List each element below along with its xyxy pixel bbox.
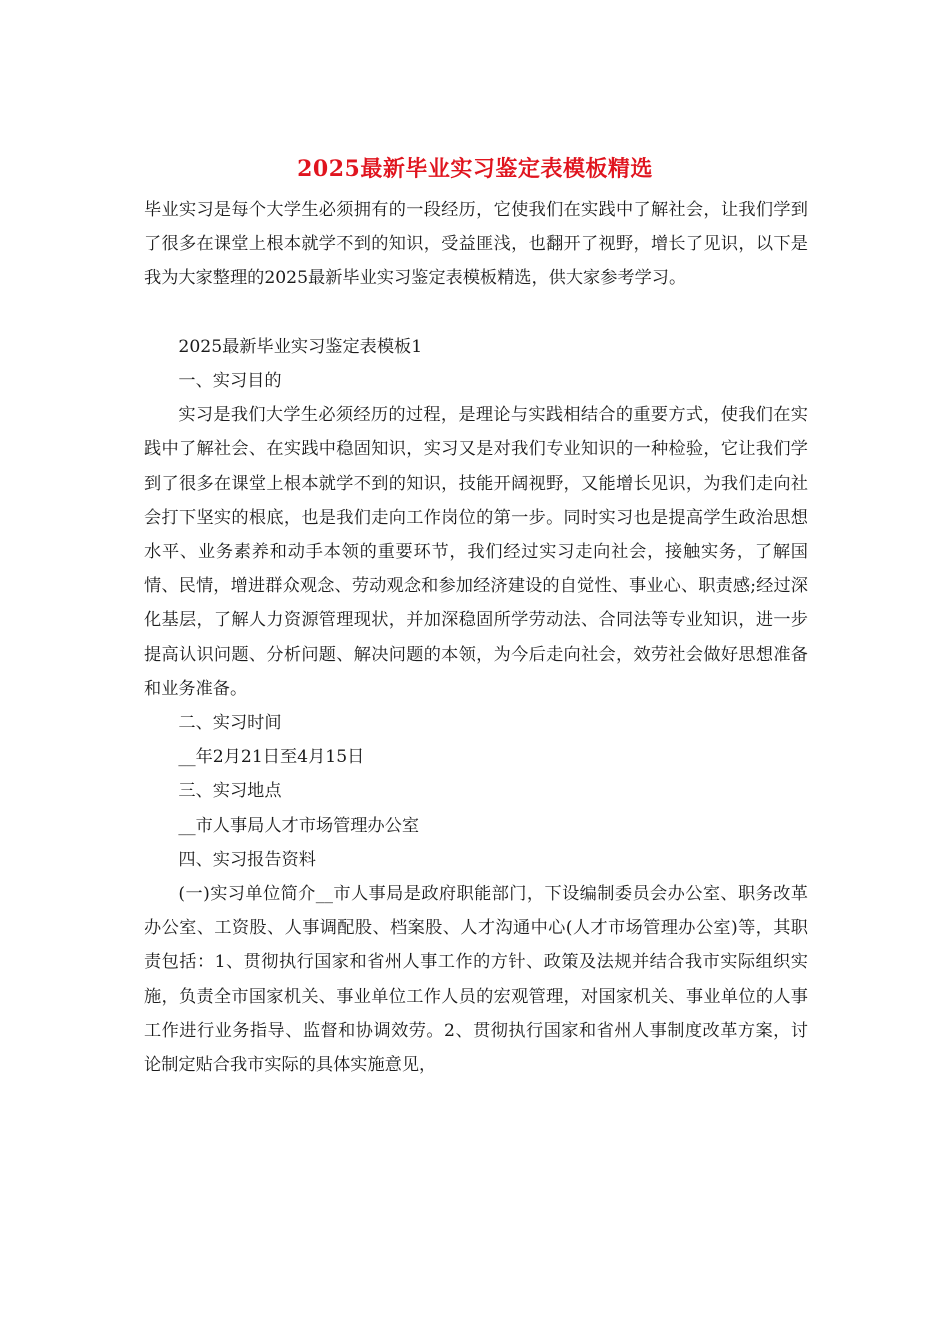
heading-report: 四、实习报告资料: [178, 849, 316, 870]
paragraph-gap: [144, 296, 808, 330]
document-title: 2025最新毕业实习鉴定表模板精选: [297, 156, 653, 182]
section-title: 2025最新毕业实习鉴定表模板1: [178, 336, 423, 357]
purpose-paragraph: 实习是我们大学生必须经历的过程，是理论与实践相结合的重要方式，使我们在实践中了解社会、在实践中稳固知识，实习又是对我们专业知识的一种检验，它让我们学到了很多在课堂上根本就学不到的知识，技能开阔视野，又能增长见识，为我们走向社会打下坚实的根底，也是我们走向工作岗位的第一步。同时实习也是提高学生政治思想水平、业务素养和动手本领的重要环节，我们经过实习走向社会，接触实务，了解国情、民情，增进群众观念、劳动观念和参加经济建设的自觉性、事业心、职责感;经过深化基层，了解人力资源管理现状，并加深稳固所学劳动法、合同法等专业知识，进一步提高认识问题、分析问题、解决问题的本领，为今后走向社会，效劳社会做好思想准备和业务准备。: [144, 405, 808, 699]
place-paragraph: __市人事局人才市场管理办公室: [178, 815, 420, 836]
heading-purpose: 一、实习目的: [178, 371, 282, 391]
report-paragraph: (一)实习单位简介__市人事局是政府职能部门，下设编制委员会办公室、职务改革办公室、工资股、人事调配股、档案股、人才沟通中心(人才市场管理办公室)等，其职责包括：1、贯彻执行国家和省州人事工作的方针、政策及法规并结合我市实际组织实施，负责全市国家机关、事业单位工作人员的宏观管理，对国家机关、事业单位的人事工作进行业务指导、监督和协调效劳。2、贯彻执行国家和省州人事制度改革方案，讨论制定贴合我市实际的具体实施意见，: [144, 884, 808, 1076]
document-body: [144, 193, 808, 1082]
heading-time: 二、实习时间: [178, 713, 282, 734]
heading-place: 三、实习地点: [178, 781, 282, 802]
time-paragraph: __年2月21日至4月15日: [178, 747, 365, 768]
intro-paragraph: 毕业实习是每个大学生必须拥有的一段经历，它使我们在实践中了解社会，让我们学到了很多在课堂上根本就学不到的知识，受益匪浅，也翻开了视野，增长了见识，以下是我为大家整理的2025最新毕业实习鉴定表模板精选，供大家参考学习。: [144, 200, 808, 289]
